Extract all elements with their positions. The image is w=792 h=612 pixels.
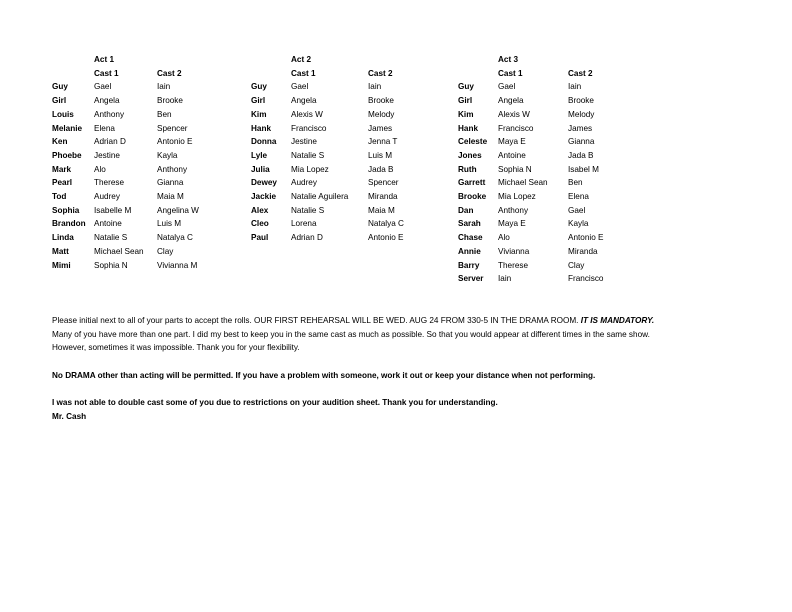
cast-1-actor: Alexis W [498, 109, 530, 119]
cast-row [52, 217, 237, 231]
cast-1-actor: Antoine [498, 150, 526, 160]
cast-1-actor: Sophia N [94, 260, 128, 270]
cast-row [52, 80, 237, 94]
role-name: Kim [251, 109, 267, 119]
cast-row [458, 190, 638, 204]
cast-1-actor: Iain [498, 274, 512, 284]
cast-2-header: Cast 2 [568, 68, 593, 78]
cast-1-actor: Alexis W [291, 109, 323, 119]
cast-2-actor: Gael [568, 205, 586, 215]
role-name: Kim [458, 109, 474, 119]
cast-row [251, 108, 438, 122]
role-name: Mimi [52, 260, 71, 270]
cast-row [458, 163, 638, 177]
cast-row [52, 259, 237, 273]
cast-1-actor: Anthony [498, 205, 529, 215]
cast-1-actor: Natalie Aguilera [291, 192, 349, 202]
cast-2-actor: Spencer [157, 123, 188, 133]
cast-1-actor: Angela [94, 96, 120, 106]
cast-2-header: Cast 2 [368, 68, 393, 78]
double-cast-note: I was not able to double cast some of you due to restrictions on your audition sheet. Thank you for understanding. [52, 398, 498, 408]
cast-row [458, 204, 638, 218]
cast-row [251, 190, 438, 204]
cast-1-actor: Angela [291, 96, 317, 106]
cast-2-actor: Francisco [568, 274, 604, 284]
cast-row [458, 80, 638, 94]
cast-row [52, 149, 237, 163]
rehearsal-notice [52, 314, 752, 328]
cast-1-actor: Michael Sean [94, 246, 144, 256]
role-name: Chase [458, 233, 483, 243]
cast-row [458, 122, 638, 136]
cast-2-actor: Miranda [568, 246, 598, 256]
cast-1-header: Cast 1 [291, 68, 316, 78]
cast-row [251, 231, 438, 245]
cast-2-actor: Antonio E [368, 233, 404, 243]
cast-1-actor: Isabelle M [94, 205, 132, 215]
role-name: Mark [52, 164, 72, 174]
cast-2-actor: Jada B [368, 164, 394, 174]
cast-2-actor: Kayla [157, 150, 178, 160]
cast-row [52, 176, 237, 190]
cast-row [251, 149, 438, 163]
role-name: Matt [52, 246, 69, 256]
cast-2-actor: Jada B [568, 150, 594, 160]
cast-1-actor: Gael [291, 82, 309, 92]
cast-1-actor: Adrian D [94, 137, 126, 147]
cast-2-actor: Gianna [157, 178, 184, 188]
cast-2-actor: Brooke [568, 96, 594, 106]
cast-row [52, 135, 237, 149]
role-name: Paul [251, 233, 269, 243]
cast-row [251, 122, 438, 136]
role-name: Garrett [458, 178, 486, 188]
cast-explanation: Many of you have more than one part. I did my best to keep you in the same cast as much as possible. So that you would appear at different times in the same show. [52, 329, 650, 339]
cast-1-actor: Francisco [498, 123, 534, 133]
role-name: Barry [458, 260, 480, 270]
cast-2-actor: Iain [568, 82, 582, 92]
cast-1-actor: Mia Lopez [291, 164, 329, 174]
cast-2-actor: Iain [368, 82, 382, 92]
role-name: Celeste [458, 137, 488, 147]
cast-2-actor: James [368, 123, 393, 133]
cast-1-actor: Gael [498, 82, 516, 92]
cast-2-actor: Brooke [157, 96, 183, 106]
role-name: Guy [52, 82, 68, 92]
cast-2-actor: Vivianna M [157, 260, 198, 270]
cast-1-actor: Natalie S [291, 205, 325, 215]
cast-row [52, 163, 237, 177]
cast-row [458, 217, 638, 231]
cast-2-actor: Natalya C [368, 219, 404, 229]
cast-1-actor: Audrey [291, 178, 317, 188]
cast-1-actor: Alo [94, 164, 106, 174]
cast-row [458, 135, 638, 149]
cast-row [251, 176, 438, 190]
cast-1-actor: Jestine [94, 150, 120, 160]
cast-1-actor: Antoine [94, 219, 122, 229]
role-name: Dan [458, 205, 474, 215]
signature: Mr. Cash [52, 411, 87, 421]
role-name: Jones [458, 150, 482, 160]
cast-row [251, 163, 438, 177]
role-name: Louis [52, 109, 74, 119]
act-3-cast-table [458, 53, 638, 286]
cast-1-actor: Gael [94, 82, 112, 92]
cast-row [458, 176, 638, 190]
role-name: Ruth [458, 164, 477, 174]
role-name: Sophia [52, 205, 80, 215]
flexibility-note: However, sometimes it was impossible. Thank you for your flexibility. [52, 343, 300, 353]
cast-1-actor: Audrey [94, 192, 120, 202]
cast-1-actor: Natalie S [94, 233, 128, 243]
cast-1-actor: Vivianna [498, 246, 530, 256]
role-name: Donna [251, 137, 277, 147]
cast-2-actor: Gianna [568, 137, 595, 147]
cast-row [458, 259, 638, 273]
role-name: Alex [251, 205, 269, 215]
role-name: Cleo [251, 219, 269, 229]
role-name: Lyle [251, 150, 268, 160]
cast-2-actor: Antonio E [568, 233, 604, 243]
role-name: Girl [251, 96, 266, 106]
role-name: Guy [251, 82, 267, 92]
cast-2-actor: Natalya C [157, 233, 193, 243]
cast-row [458, 245, 638, 259]
role-name: Julia [251, 164, 270, 174]
cast-row [52, 94, 237, 108]
role-name: Guy [458, 82, 474, 92]
mandatory-emphasis: IT IS MANDATORY. [580, 316, 655, 325]
cast-1-actor: Therese [498, 260, 529, 270]
cast-2-header: Cast 2 [157, 68, 182, 78]
role-name: Pearl [52, 178, 73, 188]
cast-2-actor: Clay [157, 246, 174, 256]
role-name: Jackie [251, 192, 277, 202]
notes-section [52, 314, 752, 424]
role-name: Phoebe [52, 150, 82, 160]
cast-row [458, 149, 638, 163]
role-name: Hank [251, 123, 272, 133]
role-name: Linda [52, 233, 74, 243]
no-drama-rule: No DRAMA other than acting will be permitted. If you have a problem with someone, work it out or keep your distance when not performing. [52, 370, 596, 380]
cast-2-actor: James [568, 123, 593, 133]
cast-row [458, 272, 638, 286]
act-1-cast-table [52, 53, 237, 272]
cast-row [52, 122, 237, 136]
cast-2-actor: Jenna T [368, 137, 398, 147]
role-name: Ken [52, 137, 68, 147]
cast-row [52, 204, 237, 218]
cast-1-actor: Maya E [498, 219, 526, 229]
act-2-cast-table [251, 53, 438, 245]
cast-2-actor: Luis M [157, 219, 182, 229]
cast-row [52, 190, 237, 204]
cast-row [251, 217, 438, 231]
role-name: Melanie [52, 123, 83, 133]
cast-1-actor: Adrian D [291, 233, 323, 243]
cast-row [251, 80, 438, 94]
cast-1-actor: Elena [94, 123, 115, 133]
cast-2-actor: Antonio E [157, 137, 193, 147]
cast-1-actor: Therese [94, 178, 125, 188]
cast-2-actor: Maia M [368, 205, 395, 215]
role-name: Brandon [52, 219, 86, 229]
cast-1-actor: Mia Lopez [498, 192, 536, 202]
role-name: Brooke [458, 192, 487, 202]
cast-1-header: Cast 1 [94, 68, 119, 78]
cast-2-actor: Spencer [368, 178, 399, 188]
cast-row [251, 135, 438, 149]
cast-2-actor: Ben [157, 109, 172, 119]
cast-2-actor: Melody [568, 109, 595, 119]
rehearsal-notice-text: Please initial next to all of your parts to accept the rolls. OUR FIRST REHEARSAL WILL BE WED. AUG 24 FROM 330-5 IN THE DRAMA ROOM. [52, 316, 581, 325]
cast-row [458, 231, 638, 245]
cast-row [251, 204, 438, 218]
cast-2-actor: Elena [568, 192, 589, 202]
cast-1-actor: Lorena [291, 219, 317, 229]
cast-1-actor: Sophia N [498, 164, 532, 174]
cast-1-actor: Alo [498, 233, 510, 243]
cast-2-actor: Iain [157, 82, 171, 92]
cast-row [458, 94, 638, 108]
cast-2-actor: Miranda [368, 192, 398, 202]
cast-row [458, 108, 638, 122]
role-name: Sarah [458, 219, 481, 229]
act-title: Act 1 [94, 55, 115, 64]
role-name: Dewey [251, 178, 277, 188]
cast-1-actor: Jestine [291, 137, 317, 147]
cast-1-actor: Anthony [94, 109, 125, 119]
cast-1-actor: Maya E [498, 137, 526, 147]
cast-2-actor: Luis M [368, 150, 393, 160]
role-name: Server [458, 274, 484, 284]
act-title: Act 2 [291, 55, 312, 64]
role-name: Annie [458, 246, 481, 256]
cast-row [251, 94, 438, 108]
cast-2-actor: Brooke [368, 96, 394, 106]
cast-row [52, 245, 237, 259]
role-name: Girl [52, 96, 67, 106]
cast-row [52, 108, 237, 122]
role-name: Hank [458, 123, 479, 133]
cast-2-actor: Ben [568, 178, 583, 188]
cast-2-actor: Angelina W [157, 205, 199, 215]
role-name: Tod [52, 192, 67, 202]
cast-2-actor: Melody [368, 109, 395, 119]
cast-2-actor: Clay [568, 260, 585, 270]
cast-2-actor: Isabel M [568, 164, 599, 174]
act-title: Act 3 [498, 55, 519, 64]
cast-2-actor: Anthony [157, 164, 188, 174]
cast-2-actor: Kayla [568, 219, 589, 229]
cast-row [52, 231, 237, 245]
cast-1-actor: Michael Sean [498, 178, 548, 188]
cast-1-actor: Natalie S [291, 150, 325, 160]
cast-2-actor: Maia M [157, 192, 184, 202]
cast-1-actor: Angela [498, 96, 524, 106]
cast-1-actor: Francisco [291, 123, 327, 133]
cast-1-header: Cast 1 [498, 68, 523, 78]
role-name: Girl [458, 96, 473, 106]
